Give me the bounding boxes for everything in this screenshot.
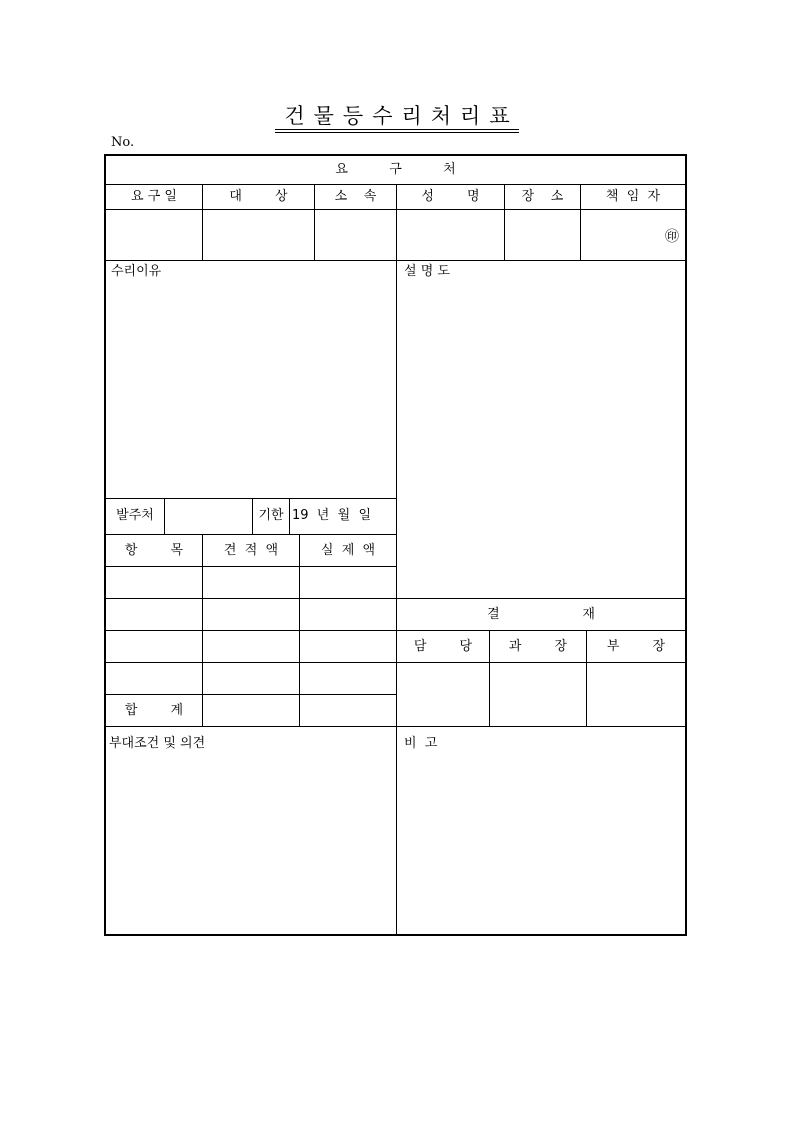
document-number-label: No. — [111, 135, 135, 150]
column-target: 대 상 — [229, 189, 288, 204]
seal-mark: ㊞ — [665, 229, 679, 245]
column-department: 소 속 — [334, 189, 377, 204]
vendor-label: 발주처 — [116, 508, 154, 523]
column-request-date: 요 구 일 — [131, 189, 177, 204]
requester-header: 요 구 처 — [335, 162, 456, 177]
approval-staff: 담 당 — [413, 639, 473, 654]
column-item: 항 목 — [124, 543, 184, 558]
column-estimate: 견 적 액 — [223, 543, 279, 558]
remarks-label: 비 고 — [404, 736, 438, 751]
approval-department-head: 부 장 — [606, 639, 666, 654]
approval-section-chief: 과 장 — [508, 639, 568, 654]
column-responsible: 책 임 자 — [605, 189, 661, 204]
diagram-label: 설 명 도 — [404, 264, 450, 279]
total-label: 합 계 — [124, 703, 184, 718]
deadline-value: 19 년 월 일 — [292, 508, 372, 523]
conditions-label: 부대조건 및 의견 — [109, 736, 206, 751]
column-name: 성 명 — [421, 189, 480, 204]
form-table — [104, 154, 687, 936]
repair-reason-label: 수리이유 — [111, 264, 162, 279]
column-actual: 실 제 액 — [320, 543, 376, 558]
approval-header: 결 재 — [487, 607, 595, 622]
column-location: 장 소 — [521, 189, 564, 204]
deadline-label: 기한 — [258, 508, 284, 523]
document-title: 건물등수리처리표 — [0, 103, 794, 129]
